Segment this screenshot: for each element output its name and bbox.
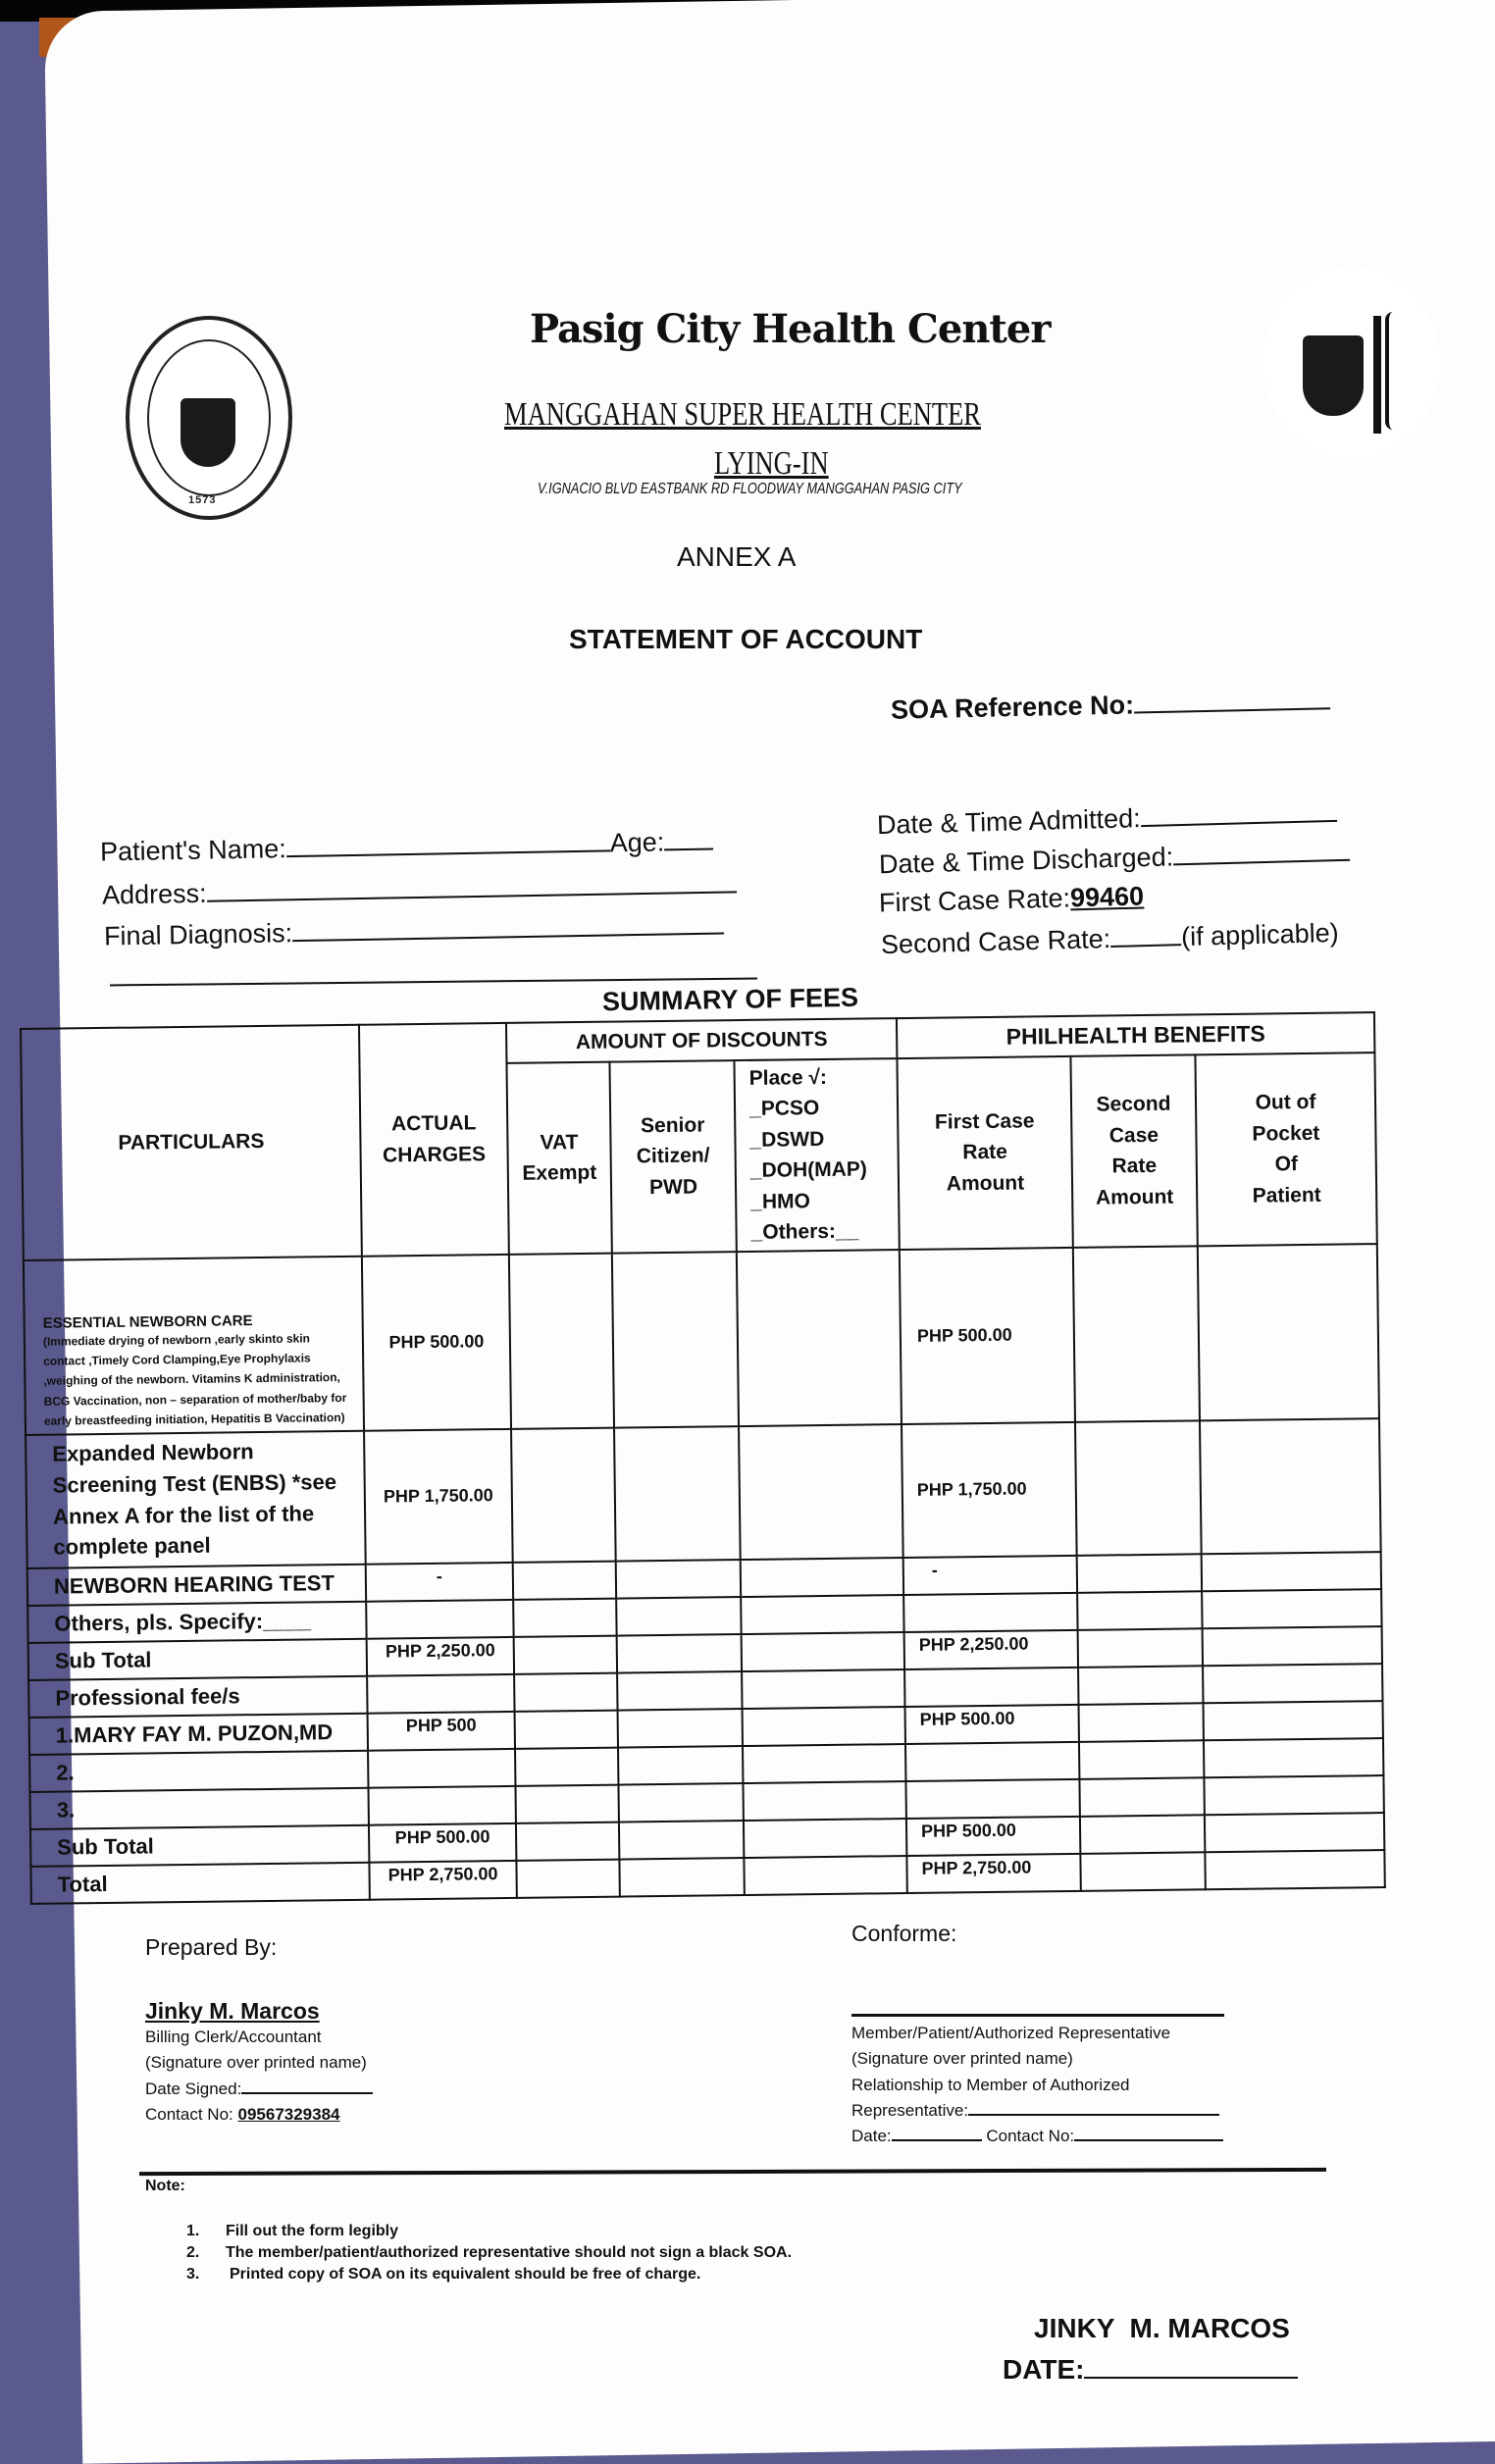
place-cell[interactable]: [741, 1595, 903, 1634]
facility-name: MANGGAHAN SUPER HEALTH CENTER: [504, 396, 981, 433]
prepared-by-contact-number: 09567329384: [237, 2105, 340, 2125]
second-case-cell[interactable]: [1079, 1703, 1204, 1742]
first-case-cell[interactable]: PHP 1,750.00: [902, 1421, 1077, 1557]
prepared-by-label: Prepared By:: [145, 1934, 278, 1960]
summary-of-fees-title: SUMMARY OF FEES: [601, 982, 859, 1017]
vat-exempt-cell[interactable]: [514, 1672, 617, 1711]
address-label: Address:: [101, 878, 207, 910]
patient-name-input[interactable]: [285, 828, 609, 857]
out-of-pocket-cell[interactable]: [1204, 1738, 1383, 1777]
section-divider: [139, 2168, 1326, 2176]
footer-date-field[interactable]: DATE:: [1003, 2354, 1298, 2386]
org-title: Pasig City Health Center: [530, 306, 1051, 352]
patient-name-field[interactable]: [100, 827, 714, 868]
facility-type: LYING-IN: [714, 445, 829, 482]
soa-reference-field[interactable]: [891, 686, 1331, 725]
out-of-pocket-cell[interactable]: [1204, 1775, 1383, 1815]
senior-pwd-cell[interactable]: [616, 1597, 741, 1636]
particular-cell: 2.: [29, 1750, 368, 1791]
option-others[interactable]: _Others:__: [750, 1219, 859, 1244]
group-philhealth-benefits: PHILHEALTH BENEFITS: [897, 1012, 1374, 1057]
option-pcso[interactable]: _PCSO: [748, 1097, 820, 1120]
footer-signoff: [1003, 2313, 1298, 2386]
place-cell[interactable]: [743, 1707, 905, 1746]
second-case-cell[interactable]: [1080, 1815, 1205, 1854]
senior-pwd-cell[interactable]: [617, 1634, 742, 1673]
conforme-date-contact-field[interactable]: Date: Contact No:: [851, 2124, 1224, 2149]
conforme-label: Conforme:: [851, 1921, 957, 1946]
particular-cell: Expanded Newborn Screening Test (ENBS) *see Annex A for the list of the complete panel: [26, 1430, 366, 1567]
date-signed-input[interactable]: [241, 2079, 373, 2094]
second-case-cell[interactable]: [1073, 1246, 1200, 1422]
vat-exempt-cell[interactable]: [516, 1859, 619, 1897]
vat-exempt-cell[interactable]: [513, 1598, 616, 1636]
place-cell[interactable]: [742, 1669, 904, 1709]
note-item: 2. The member/patient/authorized representative should not sign a black SOA.: [186, 2244, 793, 2261]
note-label: Note:: [145, 2178, 185, 2194]
particular-cell: NEWBORN HEARING TEST: [27, 1564, 366, 1605]
out-of-pocket-cell[interactable]: [1198, 1244, 1379, 1420]
date-admitted-label: Date & Time Admitted:: [876, 803, 1141, 841]
senior-pwd-cell[interactable]: [614, 1426, 741, 1562]
particular-cell: Others, pls. Specify:____: [27, 1601, 366, 1642]
second-case-rate-field[interactable]: [881, 918, 1339, 960]
particular-cell: Sub Total: [30, 1824, 369, 1866]
first-case-rate-value[interactable]: 99460: [1069, 881, 1145, 913]
final-diagnosis-field[interactable]: [104, 910, 725, 951]
col-vat-exempt: VAT Exempt: [506, 1061, 611, 1254]
prepared-by-signature-note: (Signature over printed name): [145, 2053, 367, 2073]
col-first-case-rate-amount: First Case Rate Amount: [897, 1055, 1072, 1249]
senior-pwd-cell[interactable]: [616, 1560, 741, 1599]
group-amount-of-discounts: AMOUNT OF DISCOUNTS: [506, 1018, 897, 1062]
prepared-by-name: Jinky M. Marcos: [145, 1998, 320, 2024]
age-label: Age:: [609, 827, 665, 858]
out-of-pocket-cell[interactable]: [1202, 1552, 1381, 1591]
actual-charges-cell[interactable]: PHP 500.00: [369, 1822, 516, 1862]
first-case-cell[interactable]: [903, 1592, 1077, 1631]
vat-exempt-cell[interactable]: [516, 1822, 619, 1860]
actual-charges-cell[interactable]: PHP 500.00: [362, 1254, 511, 1430]
prepared-by-section: [145, 1934, 373, 2128]
conforme-signature-note: (Signature over printed name): [851, 2049, 1073, 2069]
place-cell[interactable]: [739, 1424, 903, 1560]
table-row: [26, 1418, 1381, 1568]
out-of-pocket-cell[interactable]: [1203, 1664, 1382, 1703]
first-case-cell[interactable]: PHP 500.00: [905, 1704, 1079, 1743]
date-admitted-input[interactable]: [1140, 798, 1337, 827]
second-case-rate-label: Second Case Rate:: [880, 923, 1111, 960]
out-of-pocket-cell[interactable]: [1203, 1701, 1382, 1740]
col-actual-charges: ACTUAL CHARGES: [359, 1023, 509, 1256]
final-diagnosis-label: Final Diagnosis:: [103, 918, 293, 951]
actual-charges-cell[interactable]: [368, 1748, 515, 1787]
option-doh-map[interactable]: _DOH(MAP): [749, 1157, 867, 1182]
actual-charges-cell[interactable]: PHP 1,750.00: [364, 1428, 513, 1564]
first-case-cell[interactable]: PHP 500.00: [900, 1247, 1075, 1423]
senior-pwd-cell[interactable]: [618, 1783, 743, 1822]
address-input[interactable]: [206, 869, 736, 901]
out-of-pocket-cell[interactable]: [1202, 1589, 1381, 1628]
footer-date-input[interactable]: [1084, 2355, 1298, 2379]
date-discharged-field[interactable]: [879, 838, 1351, 881]
out-of-pocket-cell[interactable]: [1205, 1813, 1384, 1852]
particular-cell: Professional fee/s: [28, 1675, 367, 1717]
relationship-label: Relationship to Member of Authorized: [851, 2075, 1130, 2094]
document-title: STATEMENT OF ACCOUNT: [569, 624, 923, 654]
place-cell[interactable]: [737, 1250, 902, 1426]
date-discharged-label: Date & Time Discharged:: [878, 842, 1174, 880]
prepared-by-contact: Contact No: 09567329384: [145, 2105, 340, 2125]
relationship-input[interactable]: [968, 2100, 1219, 2116]
date-discharged-input[interactable]: [1173, 838, 1351, 866]
senior-pwd-cell[interactable]: [618, 1746, 743, 1785]
vat-exempt-cell[interactable]: [515, 1784, 618, 1822]
conforme-signature-line[interactable]: [851, 2014, 1224, 2017]
final-diagnosis-input[interactable]: [292, 910, 724, 942]
second-case-cell[interactable]: [1078, 1628, 1203, 1668]
second-case-cell[interactable]: [1080, 1852, 1205, 1891]
particular-cell: Total: [30, 1862, 369, 1903]
senior-pwd-cell[interactable]: [619, 1821, 744, 1860]
col-out-of-pocket: Out of Pocket Of Patient: [1195, 1052, 1376, 1246]
actual-charges-cell[interactable]: [368, 1785, 515, 1824]
conforme-role: Member/Patient/Authorized Representative: [851, 2024, 1171, 2042]
out-of-pocket-cell[interactable]: [1205, 1850, 1384, 1889]
place-cell[interactable]: [742, 1632, 904, 1671]
note-item: 1. Fill out the form legibly: [186, 2223, 398, 2239]
place-cell[interactable]: [741, 1558, 903, 1597]
vat-exempt-cell[interactable]: [515, 1747, 618, 1785]
place-cell[interactable]: [744, 1819, 906, 1858]
out-of-pocket-cell[interactable]: [1200, 1418, 1381, 1554]
option-dswd[interactable]: _DSWD: [749, 1127, 825, 1152]
vat-exempt-cell[interactable]: [515, 1710, 618, 1748]
out-of-pocket-cell[interactable]: [1203, 1626, 1382, 1666]
first-case-cell[interactable]: -: [903, 1555, 1077, 1594]
soa-reference-label: SOA Reference No:: [890, 690, 1135, 725]
relationship-field[interactable]: Representative:: [851, 2098, 1224, 2124]
diagnosis-continuation-line: [110, 978, 757, 987]
summary-of-fees-table: [20, 1011, 1384, 1904]
second-case-rate-input[interactable]: [1110, 922, 1182, 948]
senior-pwd-cell[interactable]: [612, 1252, 739, 1428]
first-case-cell[interactable]: [905, 1778, 1079, 1818]
option-hmo[interactable]: _HMO: [750, 1189, 811, 1213]
particular-cell: Sub Total: [28, 1638, 367, 1679]
particular-cell: ESSENTIAL NEWBORN CARE (Immediate drying of newborn ,early skinto skin contact ,Timely Cord Clamping,Eye Prophylaxis ,weighing of the newborn. Vitamins K administration, BCG Vaccination, non – separation of mother/baby for early breastfeeding initiation, Hepatitis B Vaccination): [24, 1256, 364, 1434]
place-cell[interactable]: [743, 1744, 905, 1783]
senior-pwd-cell[interactable]: [618, 1709, 743, 1748]
particular-cell: 3.: [30, 1787, 369, 1828]
first-case-cell[interactable]: PHP 500.00: [906, 1816, 1080, 1855]
senior-pwd-cell[interactable]: [617, 1671, 742, 1711]
place-cell[interactable]: [744, 1856, 906, 1895]
notes-list: [186, 2223, 792, 2284]
senior-pwd-cell[interactable]: [619, 1858, 744, 1897]
second-case-cell[interactable]: [1079, 1777, 1204, 1817]
col-senior-citizen-pwd: Senior Citizen/ PWD: [609, 1060, 736, 1254]
actual-charges-cell[interactable]: PHP 2,750.00: [369, 1860, 516, 1899]
second-case-cell[interactable]: [1077, 1554, 1202, 1593]
actual-charges-cell[interactable]: -: [366, 1562, 513, 1601]
pasig-health-department-seal-icon: [1263, 267, 1440, 459]
patient-name-label: Patient's Name:: [99, 834, 287, 867]
date-admitted-field[interactable]: [877, 798, 1337, 841]
particular-cell: 1.MARY FAY M. PUZON,MD: [29, 1713, 368, 1754]
col-second-case-rate-amount: Second Case Rate Amount: [1070, 1054, 1197, 1248]
first-case-rate-label: First Case Rate:: [878, 883, 1071, 918]
first-case-rate-field[interactable]: [879, 881, 1145, 918]
conforme-date-input[interactable]: [892, 2126, 982, 2141]
table-row: [24, 1244, 1379, 1435]
first-case-cell[interactable]: [904, 1667, 1078, 1706]
prepared-by-position: Billing Clerk/Accountant: [145, 2028, 322, 2046]
place-cell[interactable]: [743, 1781, 905, 1821]
second-case-rate-note: (if applicable): [1180, 917, 1340, 952]
vat-exempt-cell[interactable]: [509, 1253, 614, 1428]
vat-exempt-cell[interactable]: [514, 1635, 617, 1673]
col-place-check: Place √: _PCSO _DSWD _DOH(MAP) _HMO _Others:__: [734, 1058, 899, 1252]
footer-signoff-name: JINKY M. MARCOS: [1034, 2313, 1290, 2343]
first-case-cell[interactable]: PHP 2,250.00: [904, 1629, 1078, 1668]
note-item: 3. Printed copy of SOA on its equivalent should be free of charge.: [186, 2266, 701, 2283]
actual-charges-cell[interactable]: PHP 2,250.00: [367, 1636, 514, 1675]
actual-charges-cell[interactable]: [366, 1599, 513, 1638]
col-particulars: PARTICULARS: [21, 1025, 362, 1260]
first-case-cell[interactable]: [905, 1741, 1079, 1780]
facility-address: V.IGNACIO BLVD EASTBANK RD FLOODWAY MANGGAHAN PASIG CITY: [538, 481, 962, 497]
age-input[interactable]: [664, 827, 713, 851]
second-case-cell[interactable]: [1075, 1420, 1202, 1556]
actual-charges-cell[interactable]: [367, 1673, 514, 1713]
pasig-city-seal-icon: 1573: [126, 316, 292, 520]
annex-label: ANNEX A: [677, 541, 797, 572]
actual-charges-cell[interactable]: PHP 500: [368, 1711, 515, 1750]
conforme-section: [851, 1921, 1224, 2150]
second-case-cell[interactable]: [1079, 1740, 1204, 1779]
soa-reference-input[interactable]: [1134, 686, 1330, 713]
address-field[interactable]: [102, 869, 737, 910]
first-case-cell[interactable]: PHP 2,750.00: [906, 1853, 1080, 1892]
second-case-cell[interactable]: [1077, 1591, 1202, 1630]
vat-exempt-cell[interactable]: [511, 1427, 616, 1562]
conforme-contact-input[interactable]: [1074, 2126, 1223, 2141]
date-signed-field[interactable]: Date Signed:: [145, 2077, 373, 2102]
vat-exempt-cell[interactable]: [513, 1561, 616, 1599]
second-case-cell[interactable]: [1078, 1666, 1203, 1705]
